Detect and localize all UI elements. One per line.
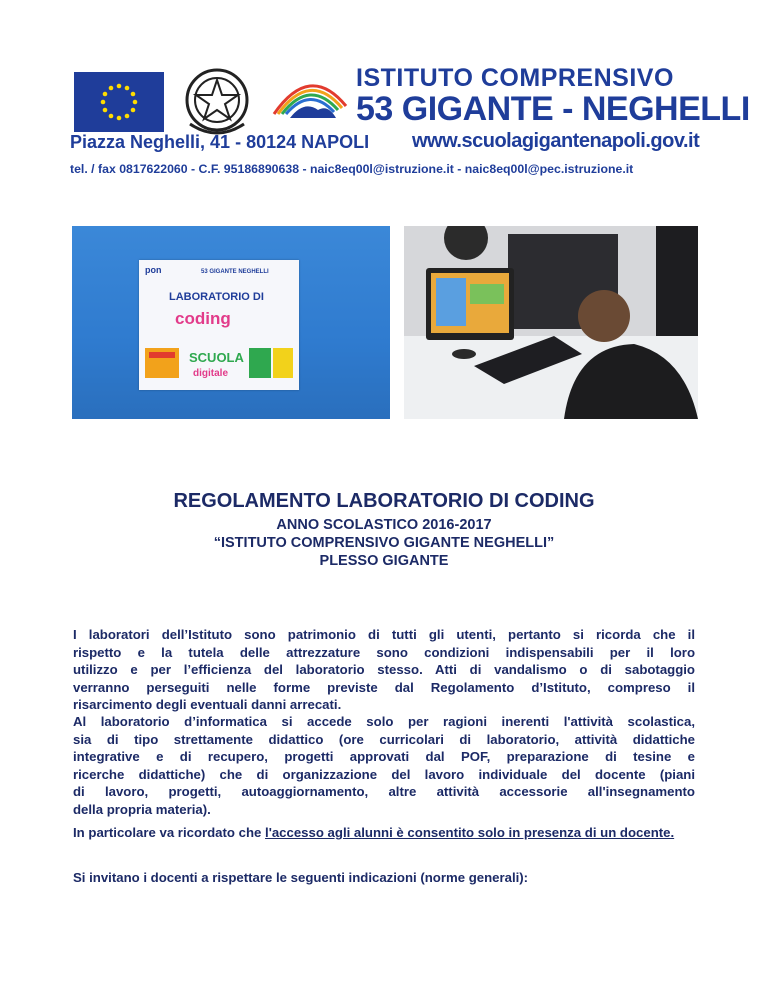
students-scene-graphic (404, 226, 698, 419)
paragraph-line: I laboratori dell’Istituto sono patrimonio di tutti gli utenti, pertanto si ricorda che il (73, 627, 695, 642)
poster-line3: SCUOLA (189, 350, 244, 365)
poster-line1: LABORATORIO DI (169, 291, 264, 303)
paragraph-line: della propria materia). (73, 801, 211, 817)
document-subtitle-institute: “ISTITUTO COMPRENSIVO GIGANTE NEGHELLI” (213, 535, 555, 551)
paragraph-line: integrative e di recupero, progetti approvati dal POF, preparazione di tesine e (73, 749, 695, 765)
lab-poster (139, 260, 299, 390)
poster-school: 53 GIGANTE NEGHELLI (201, 269, 269, 275)
letterhead (70, 62, 750, 176)
document-subtitle-year: ANNO SCOLASTICO 2016-2017 (276, 517, 492, 533)
school-name-line1: ISTITUTO COMPRENSIVO (356, 64, 674, 92)
italian-republic-emblem-icon (182, 64, 252, 140)
school-address: Piazza Neghelli, 41 - 80124 NAPOLI (70, 132, 370, 152)
paragraph-line: ricerche didattiche) che di organizzazione del lavoro individuale del docente (piani (73, 766, 695, 782)
coding-lab-poster-photo (72, 226, 390, 419)
poster-line4: digitale (193, 368, 229, 379)
paragraph-text: In particolare va ricordato che (73, 825, 266, 840)
paragraph-general-rules-intro: Si invitano i docenti a rispettare le seguenti indicazioni (norme generali): (73, 870, 529, 885)
eu-flag-icon (74, 72, 164, 132)
paragraph-access-reasons (73, 713, 695, 819)
students-computer-photo (404, 226, 698, 419)
paragraph-teacher-presence (73, 824, 695, 842)
school-contacts: tel. / fax 0817622060 - C.F. 95186890638 - naic8eq00l@istruzione.it - naic8eq00l@pec.istruzione.it (70, 162, 634, 176)
paragraph-line: rispetto e la tutela delle attrezzature sono condizioni indispensabili per il loro (73, 644, 695, 660)
document-title: REGOLAMENTO LABORATORIO DI CODING (173, 490, 595, 512)
paragraph-line: di lavoro, progetti, autoaggiornamento, altre attività accessorie all'insegnamento (73, 784, 695, 800)
poster-brand: pon (145, 265, 162, 275)
paragraph-line: Al laboratorio d’informatica si accede solo per ragioni inerenti l'attività scolastica, (73, 714, 695, 729)
paragraph-equipment-care (73, 626, 695, 714)
paragraph-underlined-text: l'accesso agli alunni è consentito solo in presenza di un docente. (265, 825, 675, 840)
paragraph-line: utilizzo e per l’efficienza del laboratorio stesso. Atti di vandalismo o di sabotaggio (73, 662, 695, 678)
paragraph-line: sia di tipo strettamente didattico (ore curricolari di laboratorio, attività didattiche (73, 731, 695, 747)
school-logo-arc-icon (270, 70, 350, 120)
school-name-line2: 53 GIGANTE - NEGHELLI (356, 90, 750, 128)
paragraph-line: verranno perseguiti nelle forme previste dal Regolamento d’Istituto, compreso il (73, 679, 695, 695)
school-website: www.scuolagigantenapoli.gov.it (412, 130, 700, 152)
poster-line2: coding (175, 309, 231, 328)
poster-graphic (139, 260, 299, 390)
document-subtitle-site: PLESSO GIGANTE (319, 553, 449, 569)
paragraph-line: risarcimento degli eventuali danni arrecati. (73, 697, 342, 713)
